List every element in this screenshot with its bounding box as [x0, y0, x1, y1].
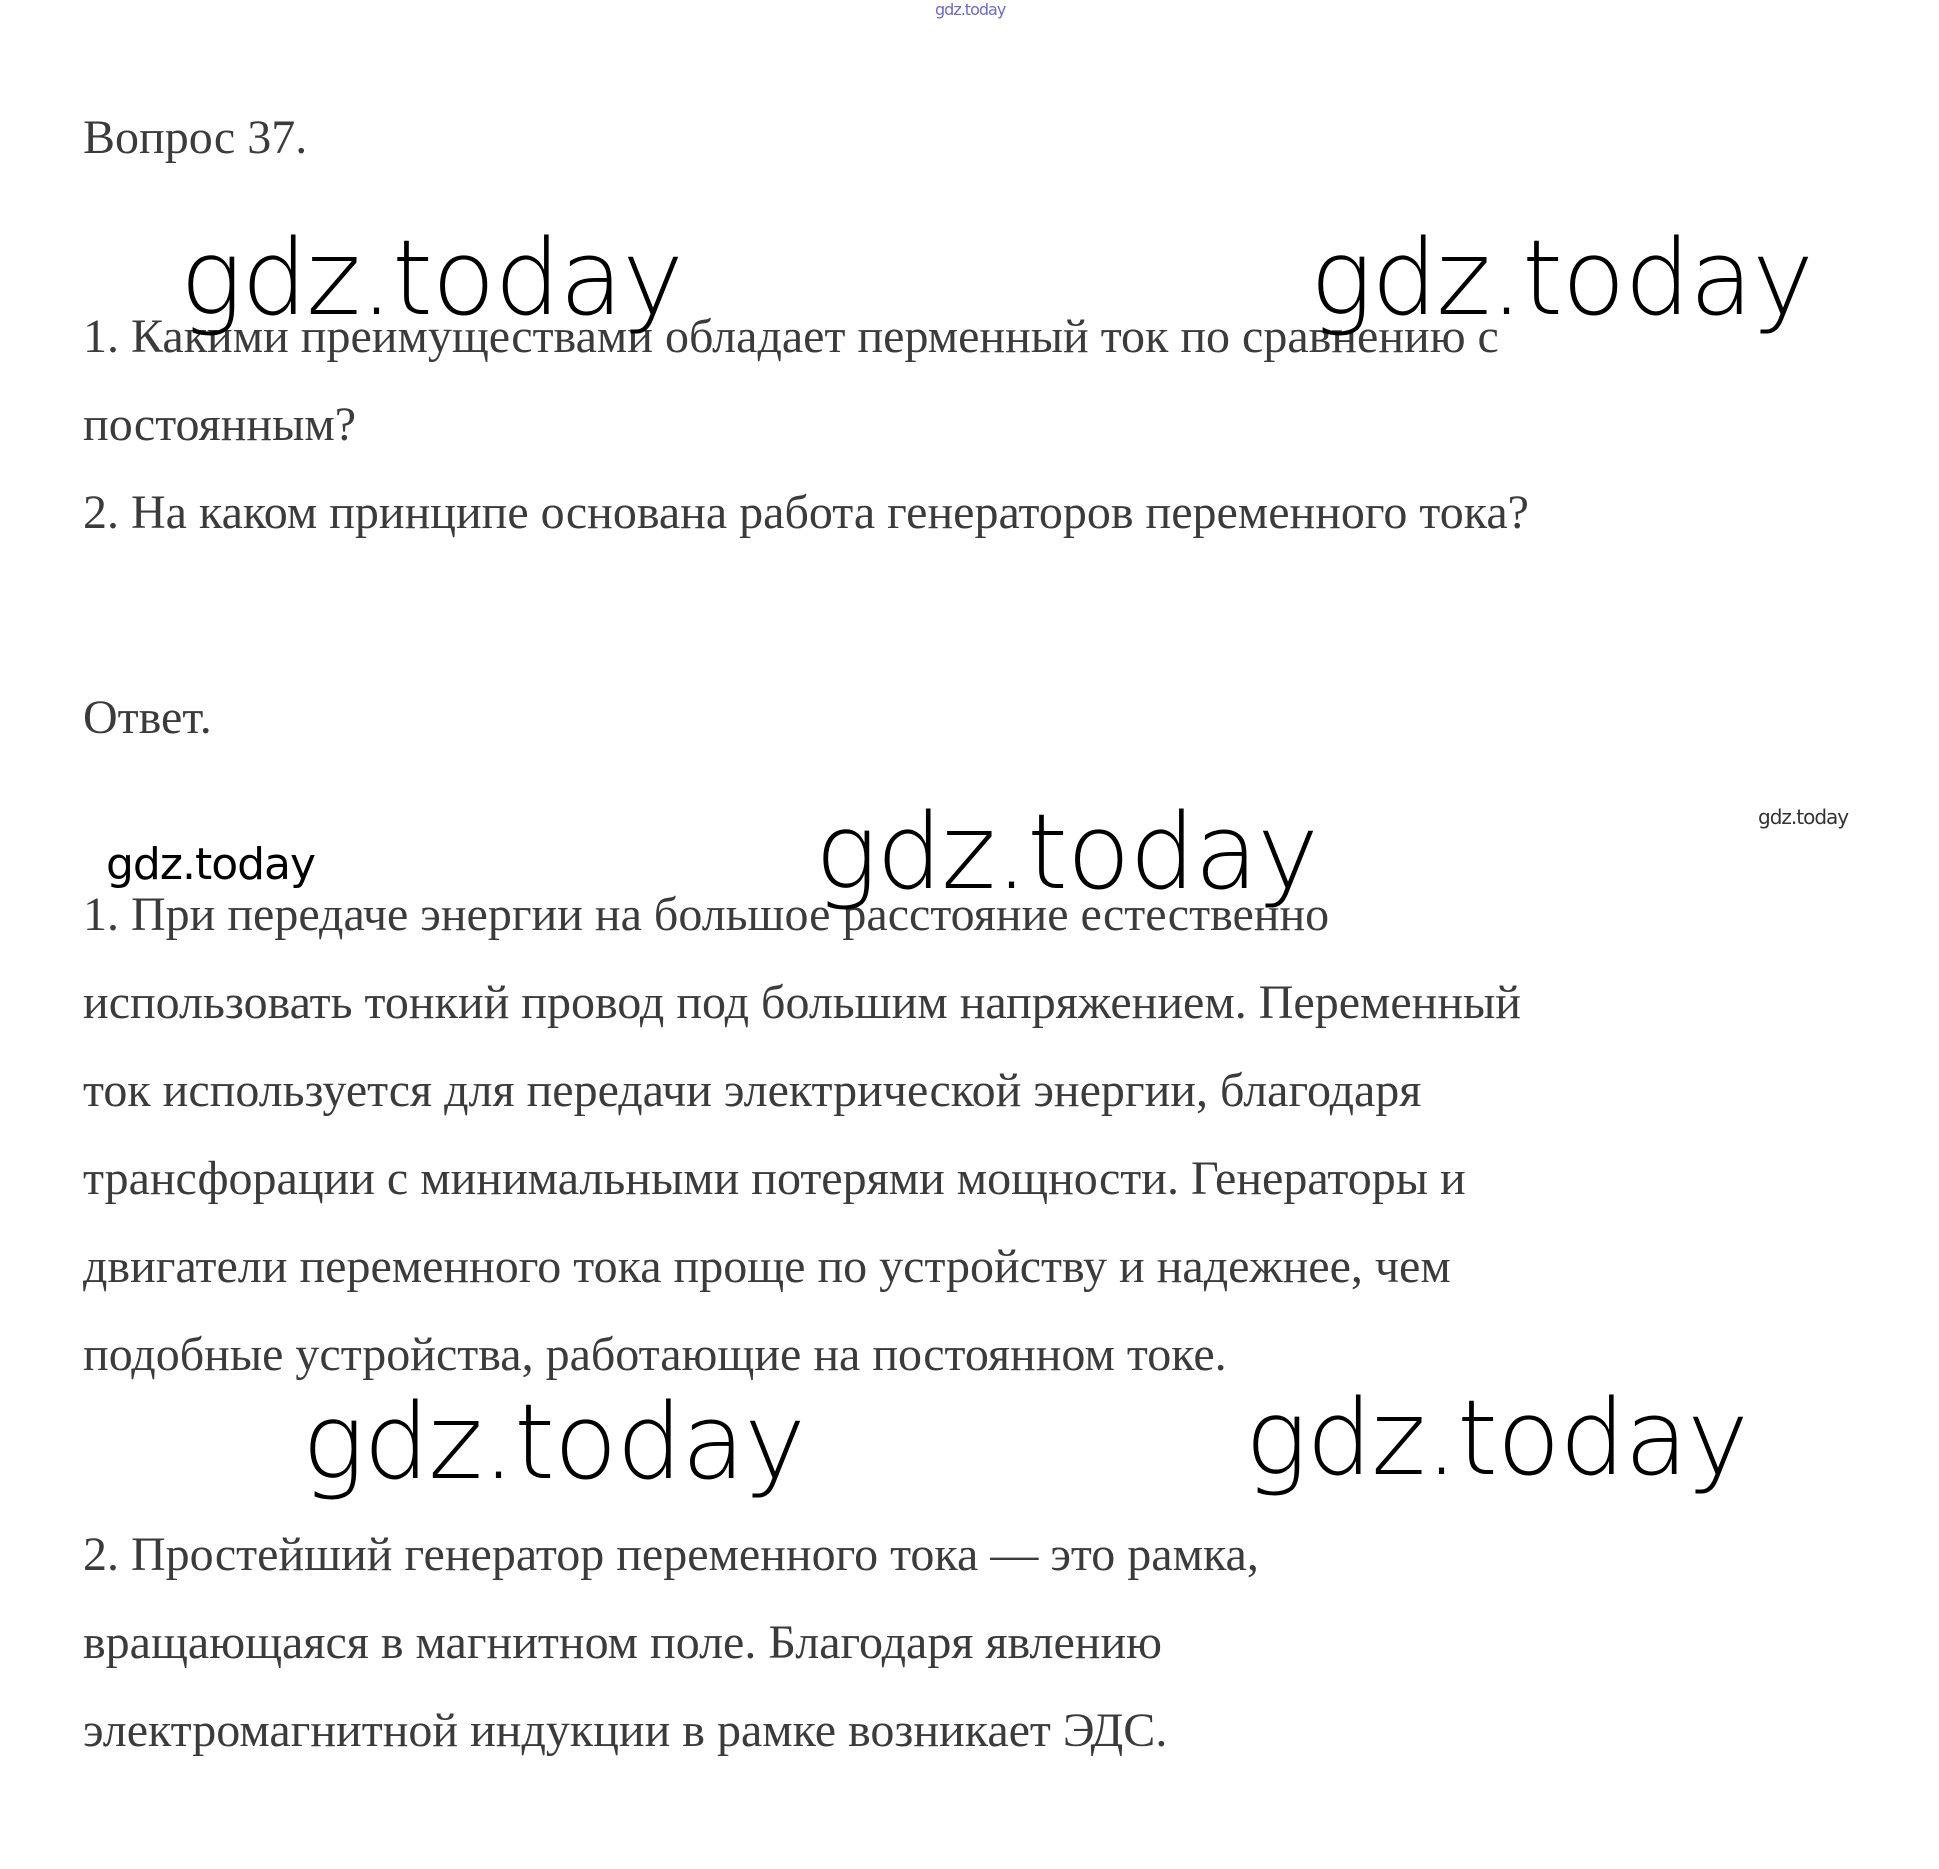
watermark-big-3: gdz.today [815, 791, 1318, 913]
answer-heading: Ответ. [83, 691, 212, 744]
watermark-big-1: gdz.today [180, 217, 683, 339]
question-line-1: 1. Какими преимуществами обладает перменный ток по сравнению с [83, 310, 1499, 363]
watermark-top: gdz.today [935, 0, 1006, 19]
answer-1-line: использовать тонкий провод под большим напряжением. Переменный [83, 976, 1521, 1029]
answer-2-line: вращающаяся в магнитном поле. Благодаря явлению [83, 1616, 1163, 1669]
question-line-1-cont: постоянным? [83, 398, 356, 451]
answer-2 [83, 1525, 1259, 1789]
answer-2-line: 2. Простейший генератор переменного тока — это рамка, [83, 1528, 1259, 1581]
watermark-mid-left: gdz.today [106, 839, 316, 890]
answer-1-line: ток используется для передачи электрической энергии, благодаря [83, 1064, 1422, 1117]
answer-1-line: трансфорации с минимальными потерями мощности. Генераторы и [83, 1152, 1466, 1205]
answer-2-line: электромагнитной индукции в рамке возникает ЭДС. [83, 1704, 1168, 1757]
question-heading: Вопрос 37. [83, 111, 308, 164]
answer-1 [83, 885, 1521, 1413]
question-list [83, 307, 1529, 571]
answer-1-line: подобные устройства, работающие на постоянном токе. [83, 1328, 1227, 1381]
question-line-2: 2. На каком принципе основана работа генераторов переменного тока? [83, 486, 1529, 539]
answer-1-line: 1. При передаче энергии на большое расстояние естественно [83, 888, 1330, 941]
watermark-big-4: gdz.today [302, 1381, 805, 1503]
answer-1-line: двигатели переменного тока проще по устройству и надежнее, чем [83, 1240, 1451, 1293]
watermark-small-right: gdz.today [1758, 805, 1849, 829]
watermark-big-5: gdz.today [1245, 1377, 1748, 1499]
watermark-big-2: gdz.today [1310, 217, 1813, 339]
